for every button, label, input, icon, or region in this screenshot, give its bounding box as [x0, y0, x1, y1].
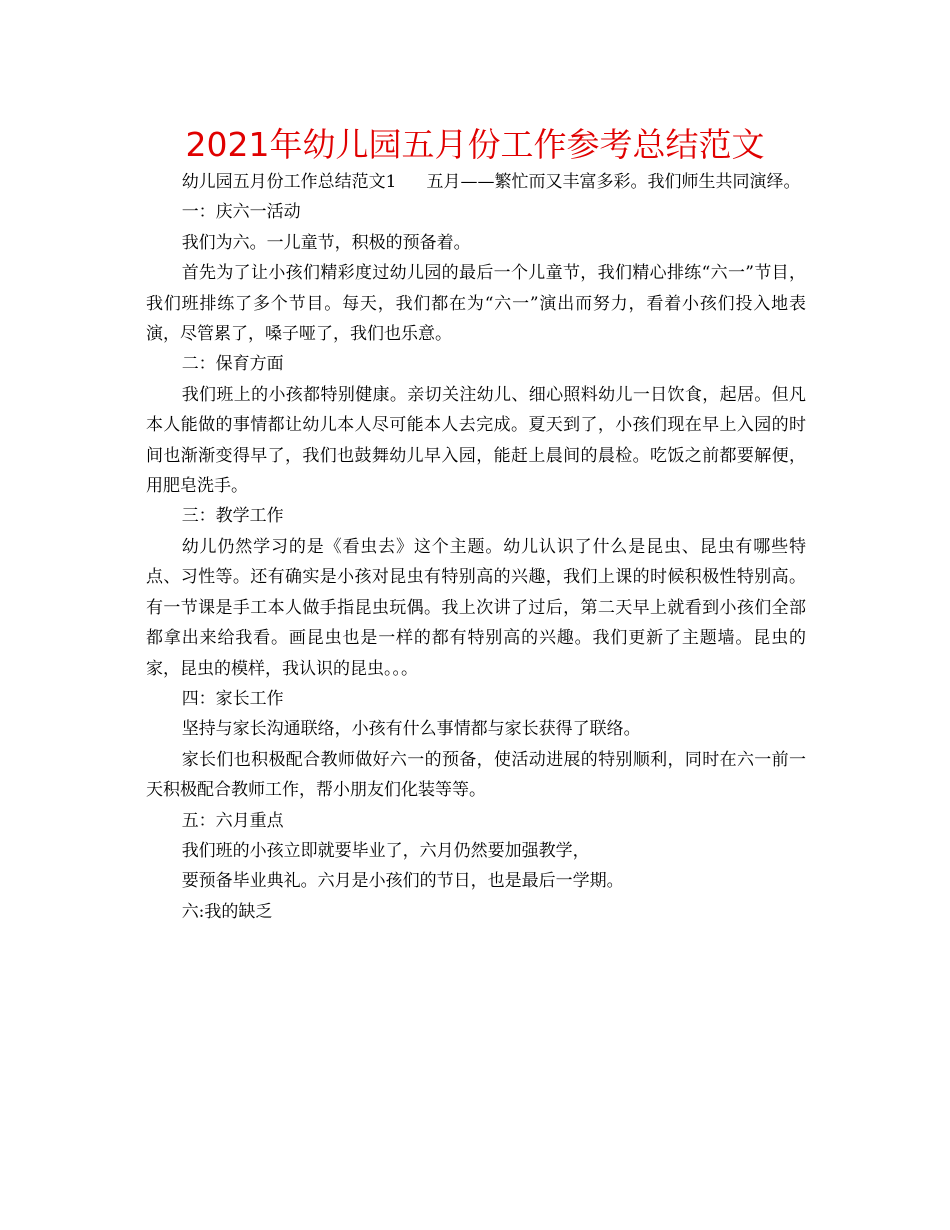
section-heading-3: 三：教学工作	[181, 506, 284, 527]
paragraph: 坚持与家长沟通联络，小孩有什么事情都与家长获得了联络。	[181, 719, 641, 740]
paragraph: 要预备毕业典礼。六月是小孩们的节日，也是最后一学期。	[181, 871, 624, 892]
paragraph: 我们班的小孩立即就要毕业了，六月仍然要加强教学，	[181, 840, 590, 861]
intro-part1: 幼儿园五月份工作总结范文1	[181, 172, 397, 192]
paragraph: 家长们也积极配合教师做好六一的预备，使活动进展的特别顺利，同时在六一前一天积极配合教师工作，帮小朋友们化装等等。	[146, 749, 806, 801]
section-heading-1: 一：庆六一活动	[181, 202, 301, 223]
section-heading-2: 二：保育方面	[181, 354, 284, 375]
document-title: 2021年幼儿园五月份工作参考总结范文	[185, 125, 765, 164]
intro-part2: 五月——繁忙而又丰富多彩。我们师生共同演绎。	[426, 172, 801, 192]
paragraph: 幼儿仍然学习的是《看虫去》这个主题。幼儿认识了什么是昆虫、昆虫有哪些特点、习性等。还有确实是小孩对昆虫有特别高的兴趣，我们上课的时候积极性特别高。有一节课是手工本人做手指昆虫玩偶。我上次讲了过后，第二天早上就看到小孩们全部都拿出来给我看。画昆虫也是一样的都有特别高的兴趣。我们更新了主题墙。昆虫的家，昆虫的模样，我认识的昆虫。。。	[146, 536, 806, 679]
section-heading-6: 六:我的缺乏	[181, 901, 273, 922]
paragraph: 我们班上的小孩都特别健康。亲切关注幼儿、细心照料幼儿一日饮食，起居。但凡本人能做的事情都让幼儿本人尽可能本人去完成。夏天到了，小孩们现在早上入园的时间也渐渐变得早了，我们也鼓舞幼儿早入园，能赶上晨间的晨检。吃饭之前都要解便，用肥皂洗手。	[146, 384, 806, 497]
section-heading-4: 四：家长工作	[181, 688, 284, 709]
section-heading-5: 五：六月重点	[181, 810, 284, 831]
paragraph: 我们为六。一儿童节，积极的预备着。	[181, 232, 471, 253]
document-body	[146, 167, 806, 927]
intro-paragraph	[146, 167, 806, 197]
paragraph: 首先为了让小孩们精彩度过幼儿园的最后一个儿童节，我们精心排练“六一”节目，我们班排练了多个节目。每天，我们都在为“六一”演出而努力，看着小孩们投入地表演，尽管累了，嗓子哑了，我们也乐意。	[146, 263, 806, 345]
